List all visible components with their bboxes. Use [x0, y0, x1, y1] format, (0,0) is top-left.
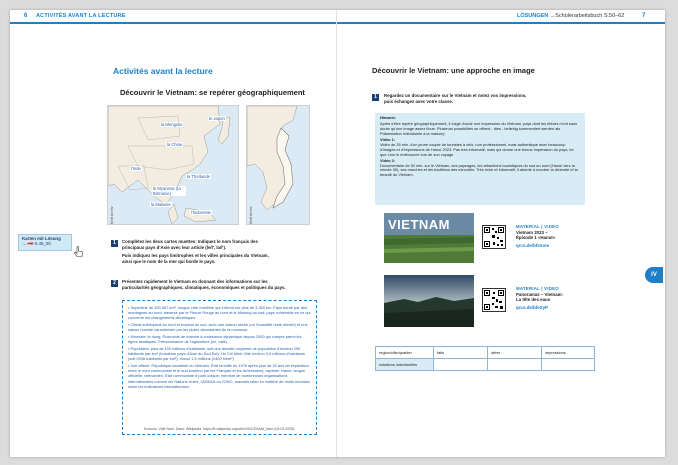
- solution-link-box[interactable]: [18, 234, 72, 251]
- left-running-title: ACTIVITÉS AVANT LA LECTURE: [36, 13, 126, 19]
- solution-link-title: Karten mit Lösung: [22, 236, 61, 241]
- right-task-1-line-2: puis échangez avec votre classe.: [384, 98, 454, 104]
- map-label-thailande: la Thaïlande: [187, 174, 210, 179]
- table-cell: [434, 359, 488, 371]
- solutions-reference: →Schülerarbeitsbuch S.50–62: [549, 13, 625, 19]
- video-2-subtitle: La tête des eaux: [516, 297, 551, 303]
- video-1-overlay-title: VIETNAM: [388, 217, 450, 232]
- video-1-label: MATERIAL | VIDEO: [516, 224, 559, 229]
- task-1-line-1: Complétez les deux cartes muettes: Indiquez le nom français des: [122, 239, 258, 244]
- qr-icon: [483, 289, 505, 311]
- arrow-icon: →: [22, 241, 27, 246]
- impressions-table: [375, 346, 595, 371]
- bullet-climate-text: Climat subtropical au nord et tropical au sud, avec une saison sèche (où l'humidité reste élevée) et une saison humide caractérisée par les pluies abondantes de la mousson.: [128, 322, 308, 333]
- hand-cursor-icon: [74, 246, 83, 257]
- bullet-politics: • Vue officiel: République socialiste du Vietnam; État réunifié en 1976 après plus de 20 ans de séparation entre le nord communiste et le sud soutenu par les Français et les Américains); capitale: Hanoï; langue officielle: vietnamien; État communiste à parti unique; membre de nombreuses organisations internationales comme les Nations Unies, l'ASEAN ou l'OMC; mauvais bilan en matière de droits humains selon les indicateurs internationaux.: [128, 363, 310, 389]
- asia-map: [107, 105, 239, 225]
- vietnam-map: [246, 105, 310, 225]
- table-header-cell: idées: [488, 347, 542, 359]
- task-1-line-2: principaux pays d'Asie avec leur article (le/l', la/l').: [122, 244, 227, 250]
- note-video-1-title: Vidéo 1:: [380, 137, 396, 143]
- qr-icon: [483, 226, 505, 248]
- section-heading: Découvrir le Vietnam: se repérer géographiquement: [120, 88, 305, 97]
- map-label-japon: le Japon: [209, 116, 225, 121]
- table-header-cell: région/ville/quartier: [376, 347, 434, 359]
- solution-link-text: S.49_50: [34, 241, 51, 246]
- right-page-heading: Découvrir le Vietnam: une approche en image: [372, 66, 535, 75]
- video-2-label: MATERIAL | VIDEO: [516, 286, 559, 291]
- left-page-number: 6: [24, 13, 28, 19]
- bullet-politics-text: Vue officiel: République socialiste du Vietnam; État réunifié en 1976 après plus de 20 ans de séparation entre le nord communiste et le sud soutenu par les Français et les Américains); capitale: Hanoï; langue officielle: vietnamien; État communiste à parti unique; membre de nombreuses organisations internationales comme les Nations Unies, l'ASEAN ou l'OMC; mauvais bilan en matière de droits humains selon les indicateurs internationaux.: [128, 363, 310, 389]
- solutions-label: LÖSUNGEN: [517, 13, 549, 19]
- right-task-1-number: 1: [372, 94, 379, 101]
- bullet-geography: • Superficie de 330.967 km², longue côte maritime qui s'étend sur plus de 3.260 km. Pays bordé par des montagnes au nord; traversé par le Fleuve Rouge au nord et le Mékong au sud; pays vulnérable en ce qui concerne les changements climatiques.: [128, 305, 311, 321]
- right-task-1-text: [384, 93, 584, 104]
- video-1-url[interactable]: qrco.de/bfeXom: [516, 242, 550, 248]
- solution-box: [122, 300, 317, 435]
- note-title: Hinweis:: [380, 115, 396, 120]
- video-1-qr-code[interactable]: [482, 225, 506, 249]
- video-1-subtitle: Épisode 1 «Hanoï»: [516, 235, 556, 241]
- teacher-note-box: [375, 113, 585, 205]
- chapter-tab[interactable]: IV: [645, 267, 663, 283]
- table-header-row: [376, 347, 595, 359]
- video-2-material-info: [516, 286, 588, 310]
- table-row-label: notations individuelles: [376, 359, 434, 371]
- task-2-text: [122, 279, 327, 290]
- table-cell: [542, 359, 595, 371]
- right-running-title: [517, 13, 624, 19]
- map1-credit: Klett Archiv: [110, 206, 114, 224]
- page-title: Activités avant la lecture: [113, 66, 213, 76]
- table-cell: [488, 359, 542, 371]
- map-label-inde: l'Inde: [131, 166, 141, 171]
- map-label-malaisie: la Malaisie: [151, 202, 171, 207]
- bullet-population: • Population: plus de 100 millions d'habitants; suit une densité moyenne de population d'environ 290 habitants par km² (troisième pays d'Asie du Sud-Est); Ho Chi Minh-Ville environ 9,5 millions d'habitants (soit 2008 habitants par km²), Hanoï 1,5 millions (2400 h/km²): [128, 345, 306, 362]
- video-2-thumbnail[interactable]: [384, 275, 474, 327]
- bullet-population-text: Population: plus de 100 millions d'habitants; suit une densité moyenne de population d'environ 290 habitants par km² (troisième pays d'Asie du Sud-Est); Ho Chi Minh-Ville environ 9,5 millions d'habitants (soit 2008 habitants par km²), Hanoï 1,5 millions (2400 h/km²): [128, 345, 306, 362]
- map-label-indonesie: l'Indonésie: [191, 210, 211, 215]
- page-spread: [10, 10, 665, 457]
- video-2-qr-code[interactable]: [482, 288, 506, 312]
- left-running-head: [10, 10, 336, 24]
- right-page-number: 7: [642, 13, 646, 19]
- video-2-title: Panoramas – Vietnam:: [516, 291, 564, 297]
- map-label-chine: la Chine: [167, 142, 183, 147]
- map-label-mongolie: la Mongolie: [161, 122, 183, 127]
- bullet-economy: • Monnaie: le dong; Économie de marché à croissance dynamique depuis 2000 qui compte parmi les tigres asiatiques. Prédominance de l'agriculture (riz, café).: [128, 334, 302, 345]
- vietnam-map-graphic: [247, 106, 310, 225]
- task-1-text: [122, 239, 322, 264]
- note-video-1-text: Vidéo de 25 min. d'un jeune couple de touristes à vélo, non professionnel, mais authentique avec beaucoup d'images et d'impressions de Hanoï 2023. Pas très informatif, mais qui donne une bonne impression du pays, tel que Linn le redécouvre lors de son voyage.: [380, 141, 574, 157]
- note-video-2-title: Vidéo 2:: [380, 157, 396, 163]
- video-2-image: [384, 275, 474, 327]
- task-2-number: 2: [111, 280, 118, 287]
- table-header-cell: impressions: [542, 347, 595, 359]
- note-video-2-text: Documentaire de 52 min. sur le Vietnam, ses paysages, les attractions touristiques du sud au nord (Hanoï vers la minute 39), ses marchés et les traditions des minorités. Très riche et informatif, il aborde à montrer la diversité et la beauté du Vietnam.: [380, 162, 578, 178]
- video-2-url[interactable]: qrco.de/bfeXyP: [516, 304, 548, 310]
- video-1-thumbnail[interactable]: [384, 213, 474, 263]
- bullet-economy-text: Monnaie: le dong; Économie de marché à croissance dynamique depuis 2000 qui compte parmi les tigres asiatiques. Prédominance de l'agriculture (riz, café).: [128, 334, 302, 345]
- task-2-line-1: Présentez rapidement le Vietnam en donnant des informations sur les: [122, 279, 268, 284]
- bullet-geography-text: Superficie de 330.967 km², longue côte maritime qui s'étend sur plus de 3.260 km. Pays bordé par des montagnes au nord; traversé par le Fleuve Rouge au nord et le Mékong au sud; pays vulnérable en ce qui concerne les changements climatiques.: [128, 305, 311, 321]
- task-2-line-2: particularités géographiques, climatiques, économiques et politiques du pays.: [122, 284, 286, 290]
- task-1-line-3: Puis indiquez les pays limitrophes et les villes principales du Vietnam,: [122, 253, 269, 259]
- table-header-cell: faits: [434, 347, 488, 359]
- video-1-title: Vietnam 2023 –: [516, 229, 548, 235]
- task-1-line-4: ainsi que le nom de la mer qui borde le pays.: [122, 258, 216, 264]
- map2-credit: Klett Archiv: [249, 206, 253, 224]
- solution-link[interactable]: [22, 241, 68, 246]
- task-1-number: 1: [111, 240, 118, 247]
- right-running-head: [337, 10, 665, 24]
- video-1-material-info: [516, 224, 588, 248]
- solution-link-struck: AB: [27, 241, 34, 246]
- bullets-source: Sources: Vidé Nam. Dans: Wikipedia. https://fr.wikipedia.org/wiki/Vi%C3%AAt_Nam (04.03.2025).: [143, 427, 296, 431]
- map-label-myanmar: le Myanmar (la Birmanie): [152, 186, 186, 196]
- note-intro: Après s'être repéré géographiquement, il s'agit d'avoir une impression du Vietnam, pays dont les élèves n'ont sans doute qu'une image assez floue. Plusieurs possibilités se offrent - dies - beliebig kommentiert werden als Präsentation individuelle à la maison):: [380, 121, 578, 136]
- table-row: [376, 359, 595, 371]
- right-task-1-line-1: Regardez un documentaire sur le Vietnam et notez vos impressions,: [384, 93, 527, 98]
- bullet-climate: • Climat subtropical au nord et tropical au sud, avec une saison sèche (où l'humidité reste élevée) et une saison humide caractérisée par les pluies abondantes de la mousson.: [128, 322, 308, 333]
